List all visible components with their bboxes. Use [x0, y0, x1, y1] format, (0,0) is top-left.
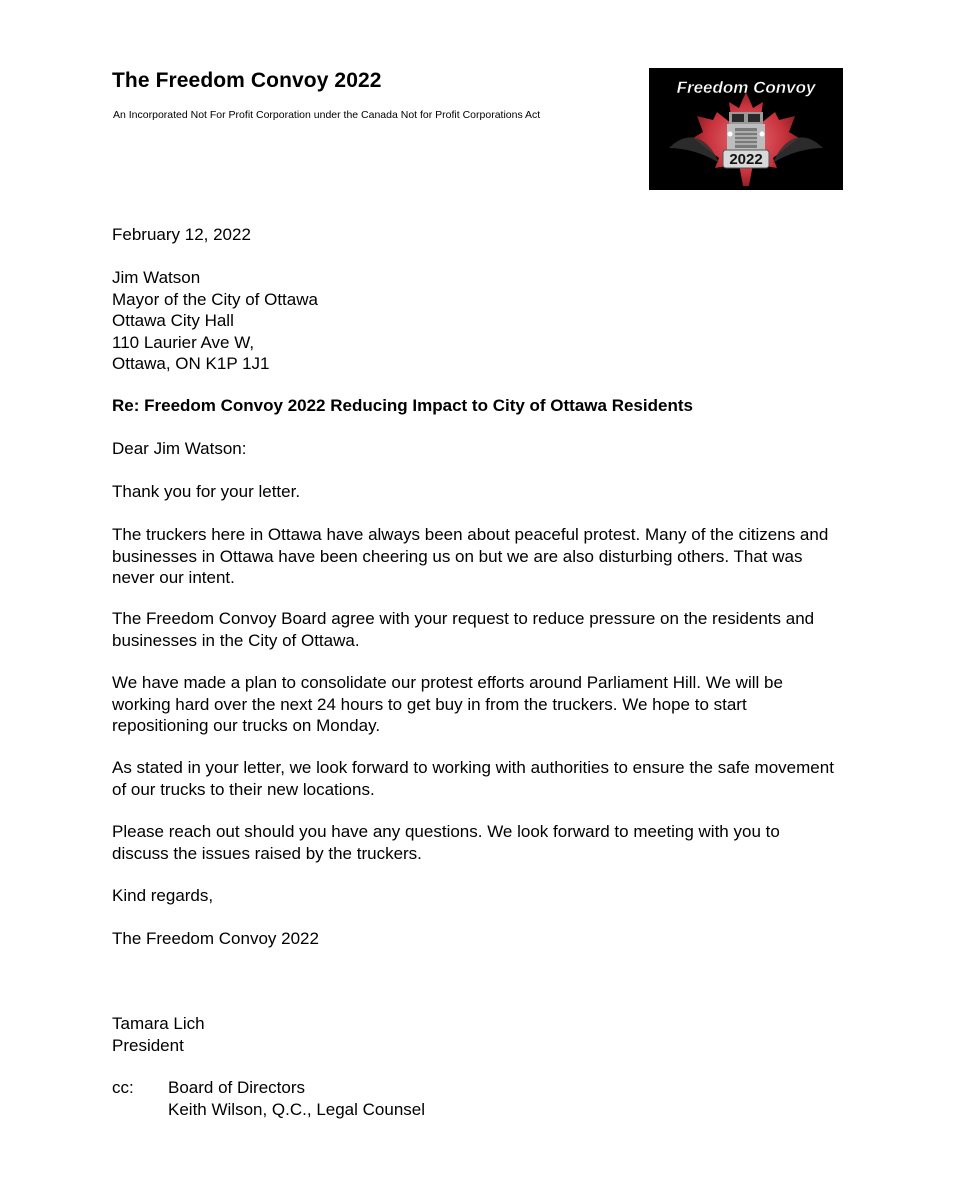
recipient-address [112, 267, 852, 375]
cc-recipient: Board of Directors [168, 1078, 305, 1097]
paragraph-5 [112, 757, 852, 800]
paragraph-1 [112, 481, 852, 503]
salutation: Dear Jim Watson: [112, 439, 247, 458]
signatory [112, 1013, 852, 1056]
paragraph-line: The truckers here in Ottawa have always been about peaceful protest. Many of the citizens and [112, 525, 829, 544]
organization-name: The Freedom Convoy 2022 [112, 69, 382, 92]
paragraph-line: We have made a plan to consolidate our protest efforts around Parliament Hill. We will be [112, 673, 783, 692]
paragraph-line: As stated in your letter, we look forward to working with authorities to ensure the safe movement [112, 758, 834, 777]
recipient-name: Jim Watson [112, 268, 201, 287]
cc-recipients [168, 1077, 425, 1120]
cc-label: cc: [112, 1078, 134, 1097]
paragraph-line: working hard over the next 24 hours to get buy in from the truckers. We hope to start [112, 694, 747, 714]
paragraph-line: businesses in the City of Ottawa. [112, 630, 360, 650]
paragraph-line: discuss the issues raised by the truckers. [112, 843, 422, 863]
truck-icon [727, 112, 765, 150]
closing: Kind regards, [112, 886, 214, 905]
letter-date: February 12, 2022 [112, 225, 251, 244]
paragraph-line: Please reach out should you have any questions. We look forward to meeting with you to [112, 822, 780, 841]
subject-line: Re: Freedom Convoy 2022 Reducing Impact to City of Ottawa Residents [112, 396, 693, 415]
paragraph-2 [112, 524, 852, 589]
recipient-title: Mayor of the City of Ottawa [112, 289, 318, 309]
logo-year: 2022 [729, 151, 763, 168]
signatory-title: President [112, 1035, 184, 1055]
paragraph-line: repositioning our trucks on Monday. [112, 716, 381, 735]
organization-subtitle: An Incorporated Not For Profit Corporation under the Canada Not for Profit Corporations Act [113, 109, 541, 121]
signatory-name: Tamara Lich [112, 1014, 205, 1033]
recipient-city: Ottawa, ON K1P 1J1 [112, 354, 270, 373]
paragraph-4 [112, 672, 852, 737]
paragraph-6 [112, 821, 852, 864]
paragraph-line: Thank you for your letter. [112, 482, 301, 501]
paragraph-line: of our trucks to their new locations. [112, 779, 375, 799]
cc-recipient: Keith Wilson, Q.C., Legal Counsel [168, 1099, 426, 1119]
closing-organization: The Freedom Convoy 2022 [112, 929, 319, 948]
recipient-building: Ottawa City Hall [112, 311, 234, 330]
paragraph-3 [112, 608, 852, 651]
recipient-street: 110 Laurier Ave W, [112, 332, 255, 352]
paragraph-line: never our intent. [112, 568, 235, 587]
paragraph-line: The Freedom Convoy Board agree with your request to reduce pressure on the residents and [112, 609, 815, 628]
logo-title: Freedom Convoy [676, 78, 816, 97]
paragraph-line: businesses in Ottawa have been cheering us on but we are also disturbing others. That was [112, 546, 803, 566]
freedom-convoy-logo [649, 68, 843, 190]
